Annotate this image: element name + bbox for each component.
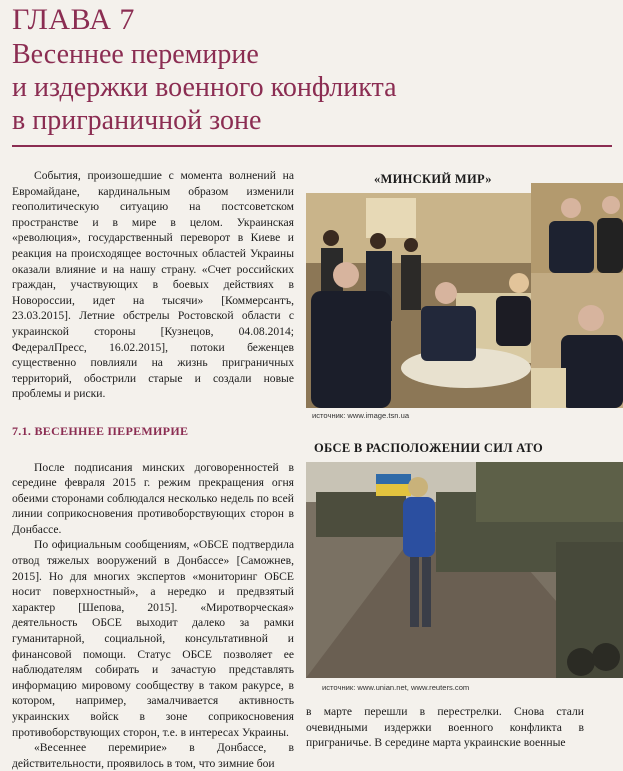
osce-photo	[306, 462, 623, 678]
title-rule	[12, 145, 612, 147]
title-line-2: и издержки военного конфликта	[12, 72, 397, 103]
minsk-photo-illustration	[306, 193, 531, 408]
minsk-source: источник: www.image.tsn.ua	[312, 411, 410, 420]
body-paragraph-3: «Весеннее перемирие» в Донбассе, в действительности, проявилось в том, что зимние бои	[12, 741, 294, 770]
osce-figure-heading: ОБСЕ В РАСПОЛОЖЕНИИ СИЛ АТО	[314, 441, 543, 455]
left-column	[12, 168, 294, 771]
intro-paragraph: События, произошедшие с момента волнений на Евромайдане, кардинальным образом изменили геополитическую ситуацию на постсоветском пространстве и в мире в целом. Украинская «революция», государственный переворот в Киеве и реакция на происходящее восточных областей Украины оказали влияние и на нашу страну. «Счет российских граждан, участвующих в боевых действиях в Новороссии, идет на тысячи» [Коммерсантъ, 23.03.2015]. Летние обстрелы Ростовской области с украинской стороны [Кузнецов, 04.08.2014; ФедералПресс, 16.02.2015], потоки беженцев существенно повлияли на жизнь приграничных территорий, обострили старые и создали новые проблемы и риски.	[12, 169, 294, 401]
minsk-figure-heading: «МИНСКИЙ МИР»	[374, 172, 492, 186]
minsk-photo-inset-top	[531, 183, 623, 273]
minsk-photo-main	[306, 193, 531, 408]
title-line-1: Весеннее перемирие	[12, 39, 259, 70]
body-paragraph-1: После подписания минских договоренностей в середине февраля 2015 г. режим прекращения огня обеими сторонами соблюдался несколько недель по всей линии соприкосновения противоборствующих сторон в Донбассе.	[12, 460, 294, 536]
section-heading: 7.1. ВЕСЕННЕЕ ПЕРЕМИРИЕ	[12, 423, 189, 438]
chapter-title	[12, 38, 612, 137]
minsk-photo-inset-bottom	[531, 273, 623, 408]
osce-photo-illustration	[306, 462, 623, 678]
title-line-3: в приграничной зоне	[12, 105, 262, 136]
minsk-inset-bottom-illustration	[531, 273, 623, 408]
chapter-label: ГЛАВА 7	[12, 3, 135, 36]
osce-source: источник: www.unian.net, www.reuters.com	[322, 683, 470, 692]
right-column-continuation: в марте перешли в перестрелки. Снова стали очевидными издержки военного конфликта в приграничье. В середине марта украинские военные	[306, 705, 584, 750]
minsk-inset-top-illustration	[531, 183, 623, 273]
body-paragraph-2: По официальным сообщениям, «ОБСЕ подтвердила отвод тяжелых вооружений в Донбассе» [Саможнев, 2015]. Но для многих экспертов «мониторинг ОБСЕ носит поверхностный», а нередко и предвзятый характер [Шепова, 2015]. «Миротворческая» деятельность ОБСЕ выходит далеко за рамки гуманитарной, социальной, консультативной и финансовой помощи. Статус ОБСЕ позволяет ее наблюдателям собирать и зачастую представлять информацию мировому сообществу в таком ракурсе, в котором, например, замалчивается активность украинских войск в зоне соприкосновения противоборствующих сторон, т.е. в интересах Украины.	[12, 538, 294, 739]
